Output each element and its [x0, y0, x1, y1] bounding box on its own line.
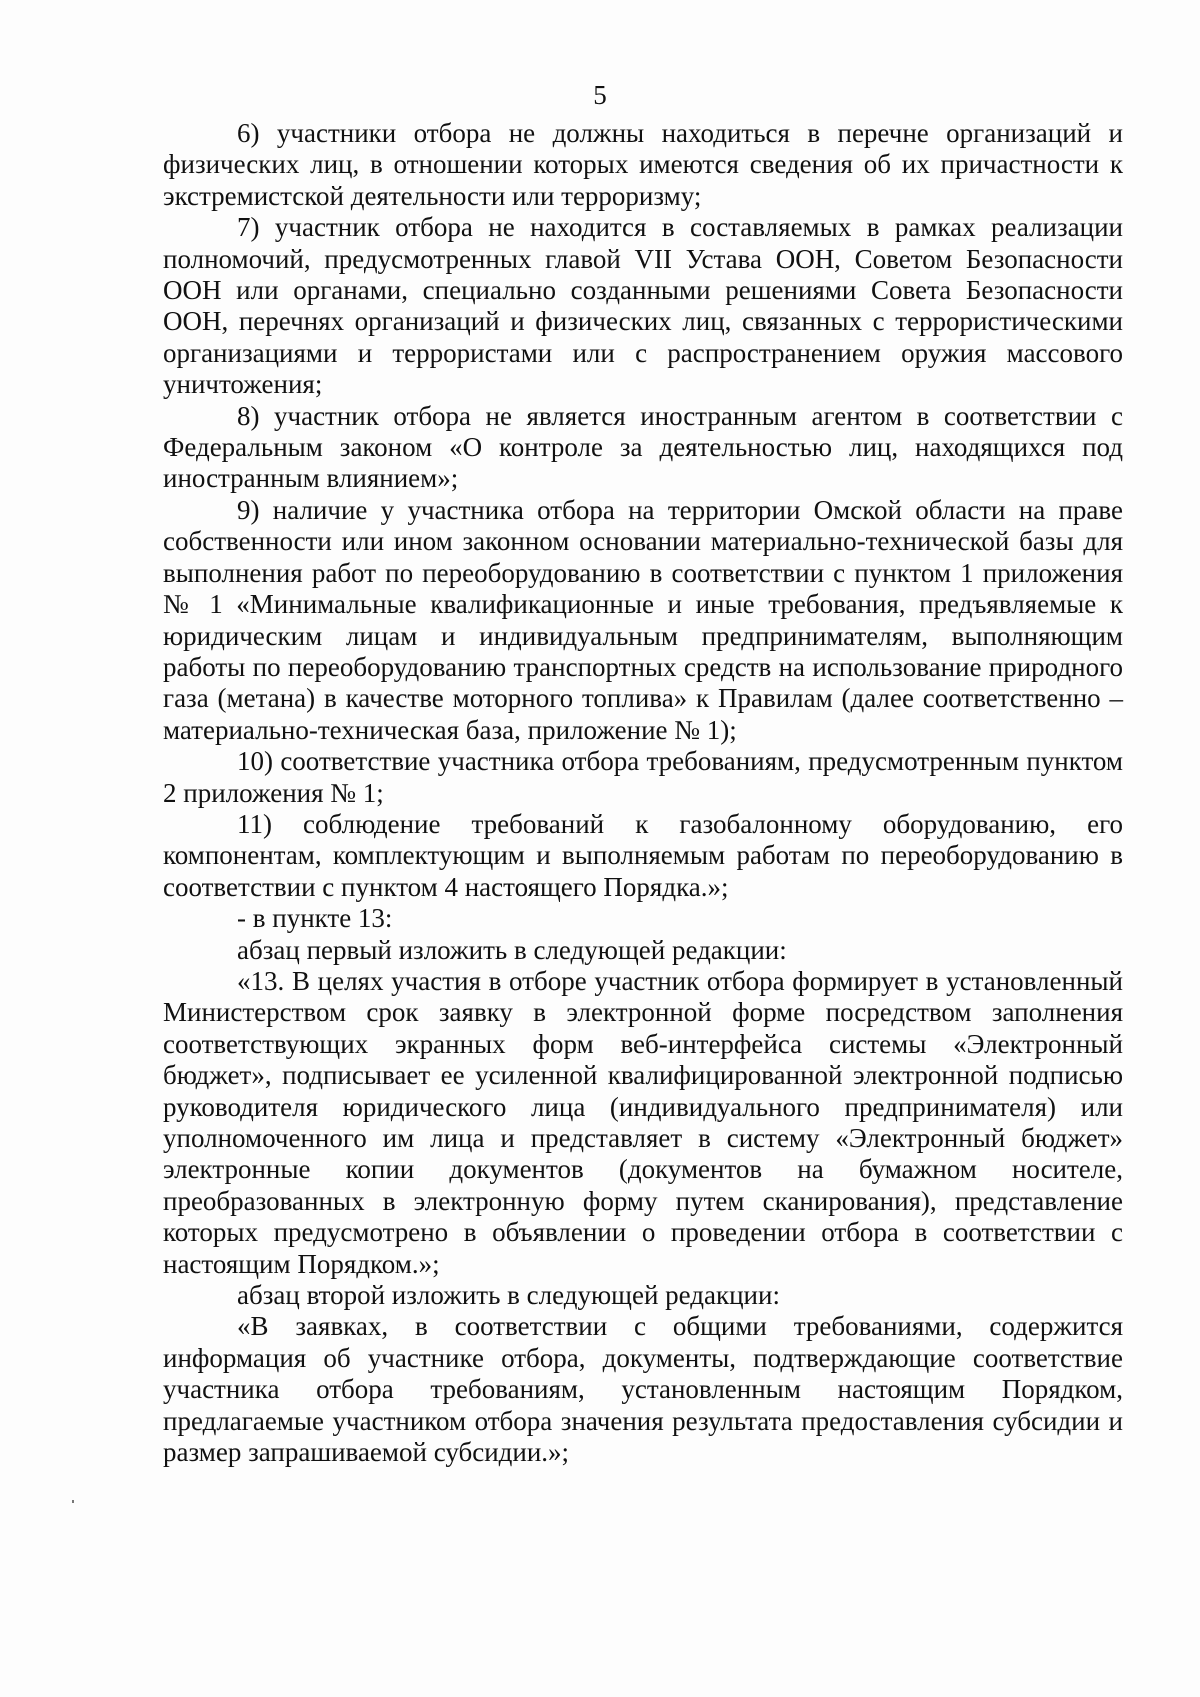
document-body: [163, 118, 1123, 1468]
scan-artifact: [72, 1500, 74, 1503]
paragraph-point-13-text: «13. В целях участия в отборе участник отбора формирует в установленный Министерством срок заявку в электронной форме посредством заполнения соответствующих экранных форм веб-интерфейса системы «Электронный бюджет», подписывает ее усиленной квалифицированной электронной подписью руководителя юридического лица (индивидуального предпринимателя) или уполномоченного им лица и представляет в систему «Электронный бюджет» электронные копии документов (документов на бумажном носителе, преобразованных в электронную форму путем сканирования), представление которых предусмотрено в объявлении о проведении отбора в соответствии с настоящим Порядком.»;: [163, 965, 1123, 1279]
paragraph-item-9: 9) наличие у участника отбора на территории Омской области на праве собственности или ином законном основании материально-технической базы для выполнения работ по переоборудованию в соответствии с пунктом 1 приложения № 1 «Минимальные квалификационные и иные требования, предъявляемые к юридическим лицам и индивидуальным предпринимателям, выполняющим работы по переоборудованию транспортных средств на использование природного газа (метана) в качестве моторного топлива» к Правилам (далее соответственно – материально-техническая база, приложение № 1);: [163, 494, 1123, 745]
paragraph-first-abzac-instruction: абзац первый изложить в следующей редакции:: [237, 934, 787, 965]
paragraph-applications-text: «В заявках, в соответствии с общими требованиями, содержится информация об участнике отбора, документы, подтверждающие соответствие участника отбора требованиям, установленным настоящим Порядком, предлагаемые участником отбора значения результата предоставления субсидии и размер запрашиваемой субсидии.»;: [163, 1311, 1123, 1468]
paragraph-item-11: 11) соблюдение требований к газобалонному оборудованию, его компонентам, комплектующим и выполняемым работам по переоборудованию в соответствии с пунктом 4 настоящего Порядка.»;: [163, 808, 1123, 902]
paragraph-item-7: 7) участник отбора не находится в составляемых в рамках реализации полномочий, предусмотренных главой VII Устава ООН, Советом Безопасности ООН или органами, специально созданными решениями Совета Безопасности ООН, перечнях организаций и физических лиц, связанных с террористическими организациями и террористами или с распространением оружия массового уничтожения;: [163, 212, 1123, 400]
page-number: 5: [593, 80, 607, 110]
paragraph-item-10: 10) соответствие участника отбора требованиям, предусмотренным пунктом 2 приложения № 1;: [163, 746, 1123, 808]
paragraph-item-8: 8) участник отбора не является иностранным агентом в соответствии с Федеральным законом «О контроле за деятельностью лиц, находящихся под иностранным влиянием»;: [163, 400, 1123, 494]
paragraph-second-abzac-instruction: абзац второй изложить в следующей редакции:: [237, 1280, 780, 1311]
paragraph-point-13-intro: - в пункте 13:: [237, 903, 393, 934]
paragraph-item-6: 6) участники отбора не должны находиться в перечне организаций и физических лиц, в отношении которых имеются сведения об их причастности к экстремистской деятельности или терроризму;: [163, 118, 1123, 211]
